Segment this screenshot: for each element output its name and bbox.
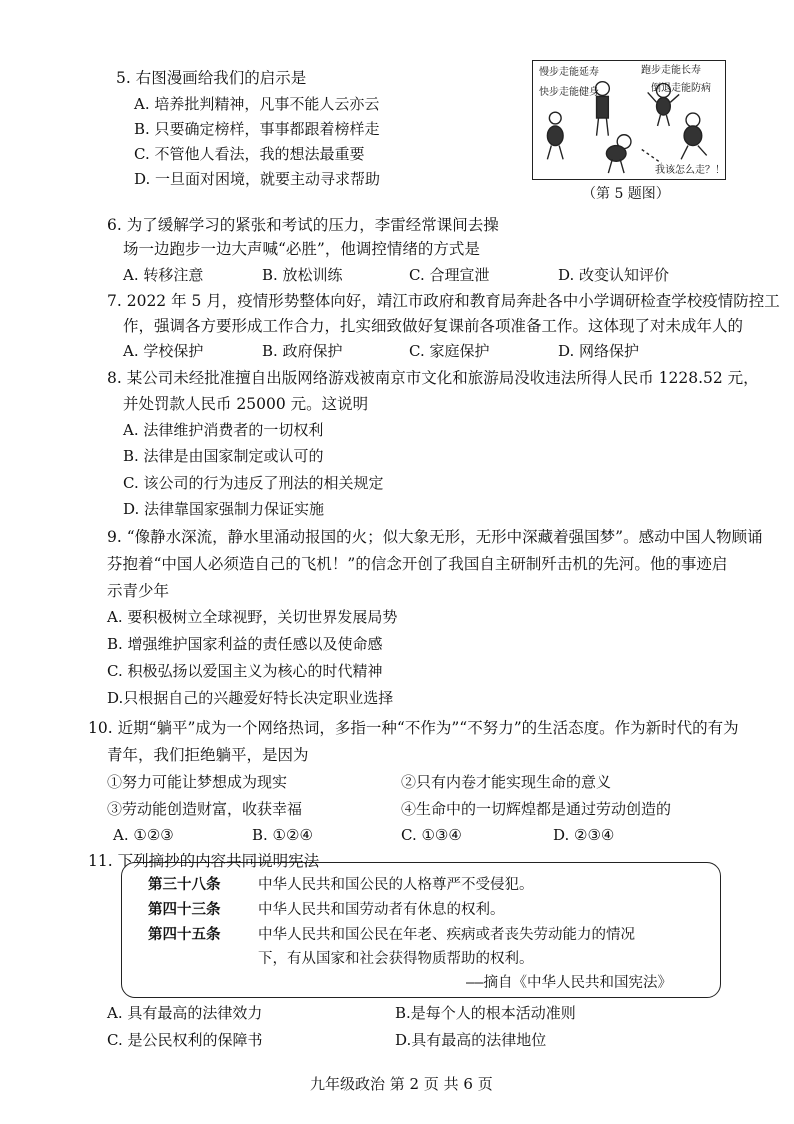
- q5-option-b: B. 只要确定榜样，事事都跟着榜样走: [134, 120, 380, 138]
- q10-item-2: ②只有内卷才能实现生命的意义: [401, 773, 612, 791]
- q5-caption: （第 5 题图）: [582, 186, 670, 202]
- q8-option-b: B. 法律是由国家制定或认可的: [123, 447, 324, 465]
- cartoon-text-1: 慢步走能延寿: [539, 67, 599, 78]
- q9-option-c: C. 积极弘扬以爱国主义为核心的时代精神: [107, 662, 383, 680]
- q10-item-4: ④生命中的一切辉煌都是通过劳动创造的: [401, 800, 672, 818]
- q7-option-c: C. 家庭保护: [409, 342, 490, 360]
- q9-stem-line1: 9. “像静水深流，静水里涌动报国的火；似大象无形，无形中深藏着强国梦”。感动中国人物顾诵: [107, 528, 763, 546]
- q6-option-b: B. 放松训练: [262, 266, 343, 284]
- q10-item-1: ①努力可能让梦想成为现实: [107, 773, 288, 791]
- q10-option-c: C. ①③④: [401, 826, 462, 844]
- q10-option-d: D. ②③④: [553, 826, 615, 844]
- q5-option-a: A. 培养批判精神，凡事不能人云亦云: [134, 95, 380, 113]
- article-45-text-line2: 下，有从国家和社会获得物质帮助的权利。: [258, 951, 534, 967]
- excerpt-source: ——摘自《中华人民共和国宪法》: [466, 975, 672, 991]
- q8-option-a: A. 法律维护消费者的一切权利: [123, 421, 324, 439]
- article-45-text: 中华人民共和国公民在年老、疾病或者丧失劳动能力的情况: [258, 927, 635, 943]
- q7-option-b: B. 政府保护: [262, 342, 343, 360]
- q10-stem-line1: 10. 近期“躺平”成为一个网络热词，多指一种“不作为”“不努力”的生活态度。作为新时代的有为: [88, 719, 739, 737]
- q5-stem: 5. 右图漫画给我们的启示是: [116, 69, 307, 87]
- cartoon-text-3: 跑步走能长寿: [641, 65, 701, 76]
- q11-option-b: B.是每个人的根本活动准则: [395, 1004, 576, 1022]
- q11-option-c: C. 是公民权利的保障书: [107, 1031, 263, 1049]
- q9-stem-line2: 芬抱着“中国人必须造自己的飞机！”的信念开创了我国自主研制歼击机的先河。他的事迹启: [107, 555, 728, 573]
- q7-stem-line1: 7. 2022 年 5 月，疫情形势整体向好，靖江市政府和教育局奔赴各中小学调研检查学校疫情防控工: [107, 292, 780, 310]
- q8-stem-line1: 8. 某公司未经批准擅自出版网络游戏被南京市文化和旅游局没收违法所得人民币 1228.52 元，: [107, 369, 759, 387]
- q11-option-a: A. 具有最高的法律效力: [107, 1004, 263, 1022]
- cartoon-text-2: 快步走能健身: [539, 87, 599, 98]
- q5-option-c: C. 不管他人看法，我的想法最重要: [134, 145, 365, 163]
- article-38-text: 中华人民共和国公民的人格尊严不受侵犯。: [258, 877, 534, 893]
- q6-option-d: D. 改变认知评价: [558, 266, 670, 284]
- article-43-text: 中华人民共和国劳动者有休息的权利。: [258, 902, 505, 918]
- cartoon-text-5: 我该怎么走？！: [655, 165, 725, 176]
- q10-item-3: ③劳动能创造财富，收获幸福: [107, 800, 303, 818]
- cartoon-text-4: 倒退走能防病: [651, 83, 711, 94]
- q6-option-a: A. 转移注意: [123, 266, 204, 284]
- q10-stem-line2: 青年，我们拒绝躺平，是因为: [107, 746, 309, 764]
- q5-option-d: D. 一旦面对困境，就要主动寻求帮助: [134, 170, 381, 188]
- q9-option-b: B. 增强维护国家利益的责任感以及使命感: [107, 635, 383, 653]
- q5-cartoon: [532, 60, 726, 180]
- q8-stem-line2: 并处罚款人民币 25000 元。这说明: [123, 395, 369, 413]
- q7-option-a: A. 学校保护: [123, 342, 204, 360]
- article-43-title: 第四十三条: [148, 902, 221, 918]
- q6-stem-line1: 6. 为了缓解学习的紧张和考试的压力，李雷经常课间去操: [107, 216, 499, 234]
- q8-option-d: D. 法律靠国家强制力保证实施: [123, 500, 325, 518]
- q6-option-c: C. 合理宣泄: [409, 266, 490, 284]
- q7-option-d: D. 网络保护: [558, 342, 640, 360]
- constitution-excerpt-box: [121, 862, 721, 998]
- q11-option-d: D.具有最高的法律地位: [395, 1031, 547, 1049]
- q10-option-a: A. ①②③: [113, 826, 174, 844]
- q10-option-b: B. ①②④: [252, 826, 313, 844]
- q6-stem-line2: 场一边跑步一边大声喊“必胜”，他调控情绪的方式是: [123, 240, 480, 258]
- article-45-title: 第四十五条: [148, 927, 221, 943]
- q9-stem-line3: 示青少年: [107, 582, 170, 600]
- q9-option-a: A. 要积极树立全球视野，关切世界发展局势: [107, 608, 398, 626]
- page-footer: 九年级政治 第 2 页 共 6 页: [310, 1075, 493, 1093]
- q9-option-d: D.只根据自己的兴趣爱好特长决定职业选择: [107, 689, 394, 707]
- article-38-title: 第三十八条: [148, 877, 221, 893]
- q11-stem: 11. 下列摘抄的内容共同说明宪法: [88, 852, 320, 870]
- q8-option-c: C. 该公司的行为违反了刑法的相关规定: [123, 474, 384, 492]
- q7-stem-line2: 作，强调各方要形成工作合力，扎实细致做好复课前各项准备工作。这体现了对未成年人的: [123, 317, 744, 335]
